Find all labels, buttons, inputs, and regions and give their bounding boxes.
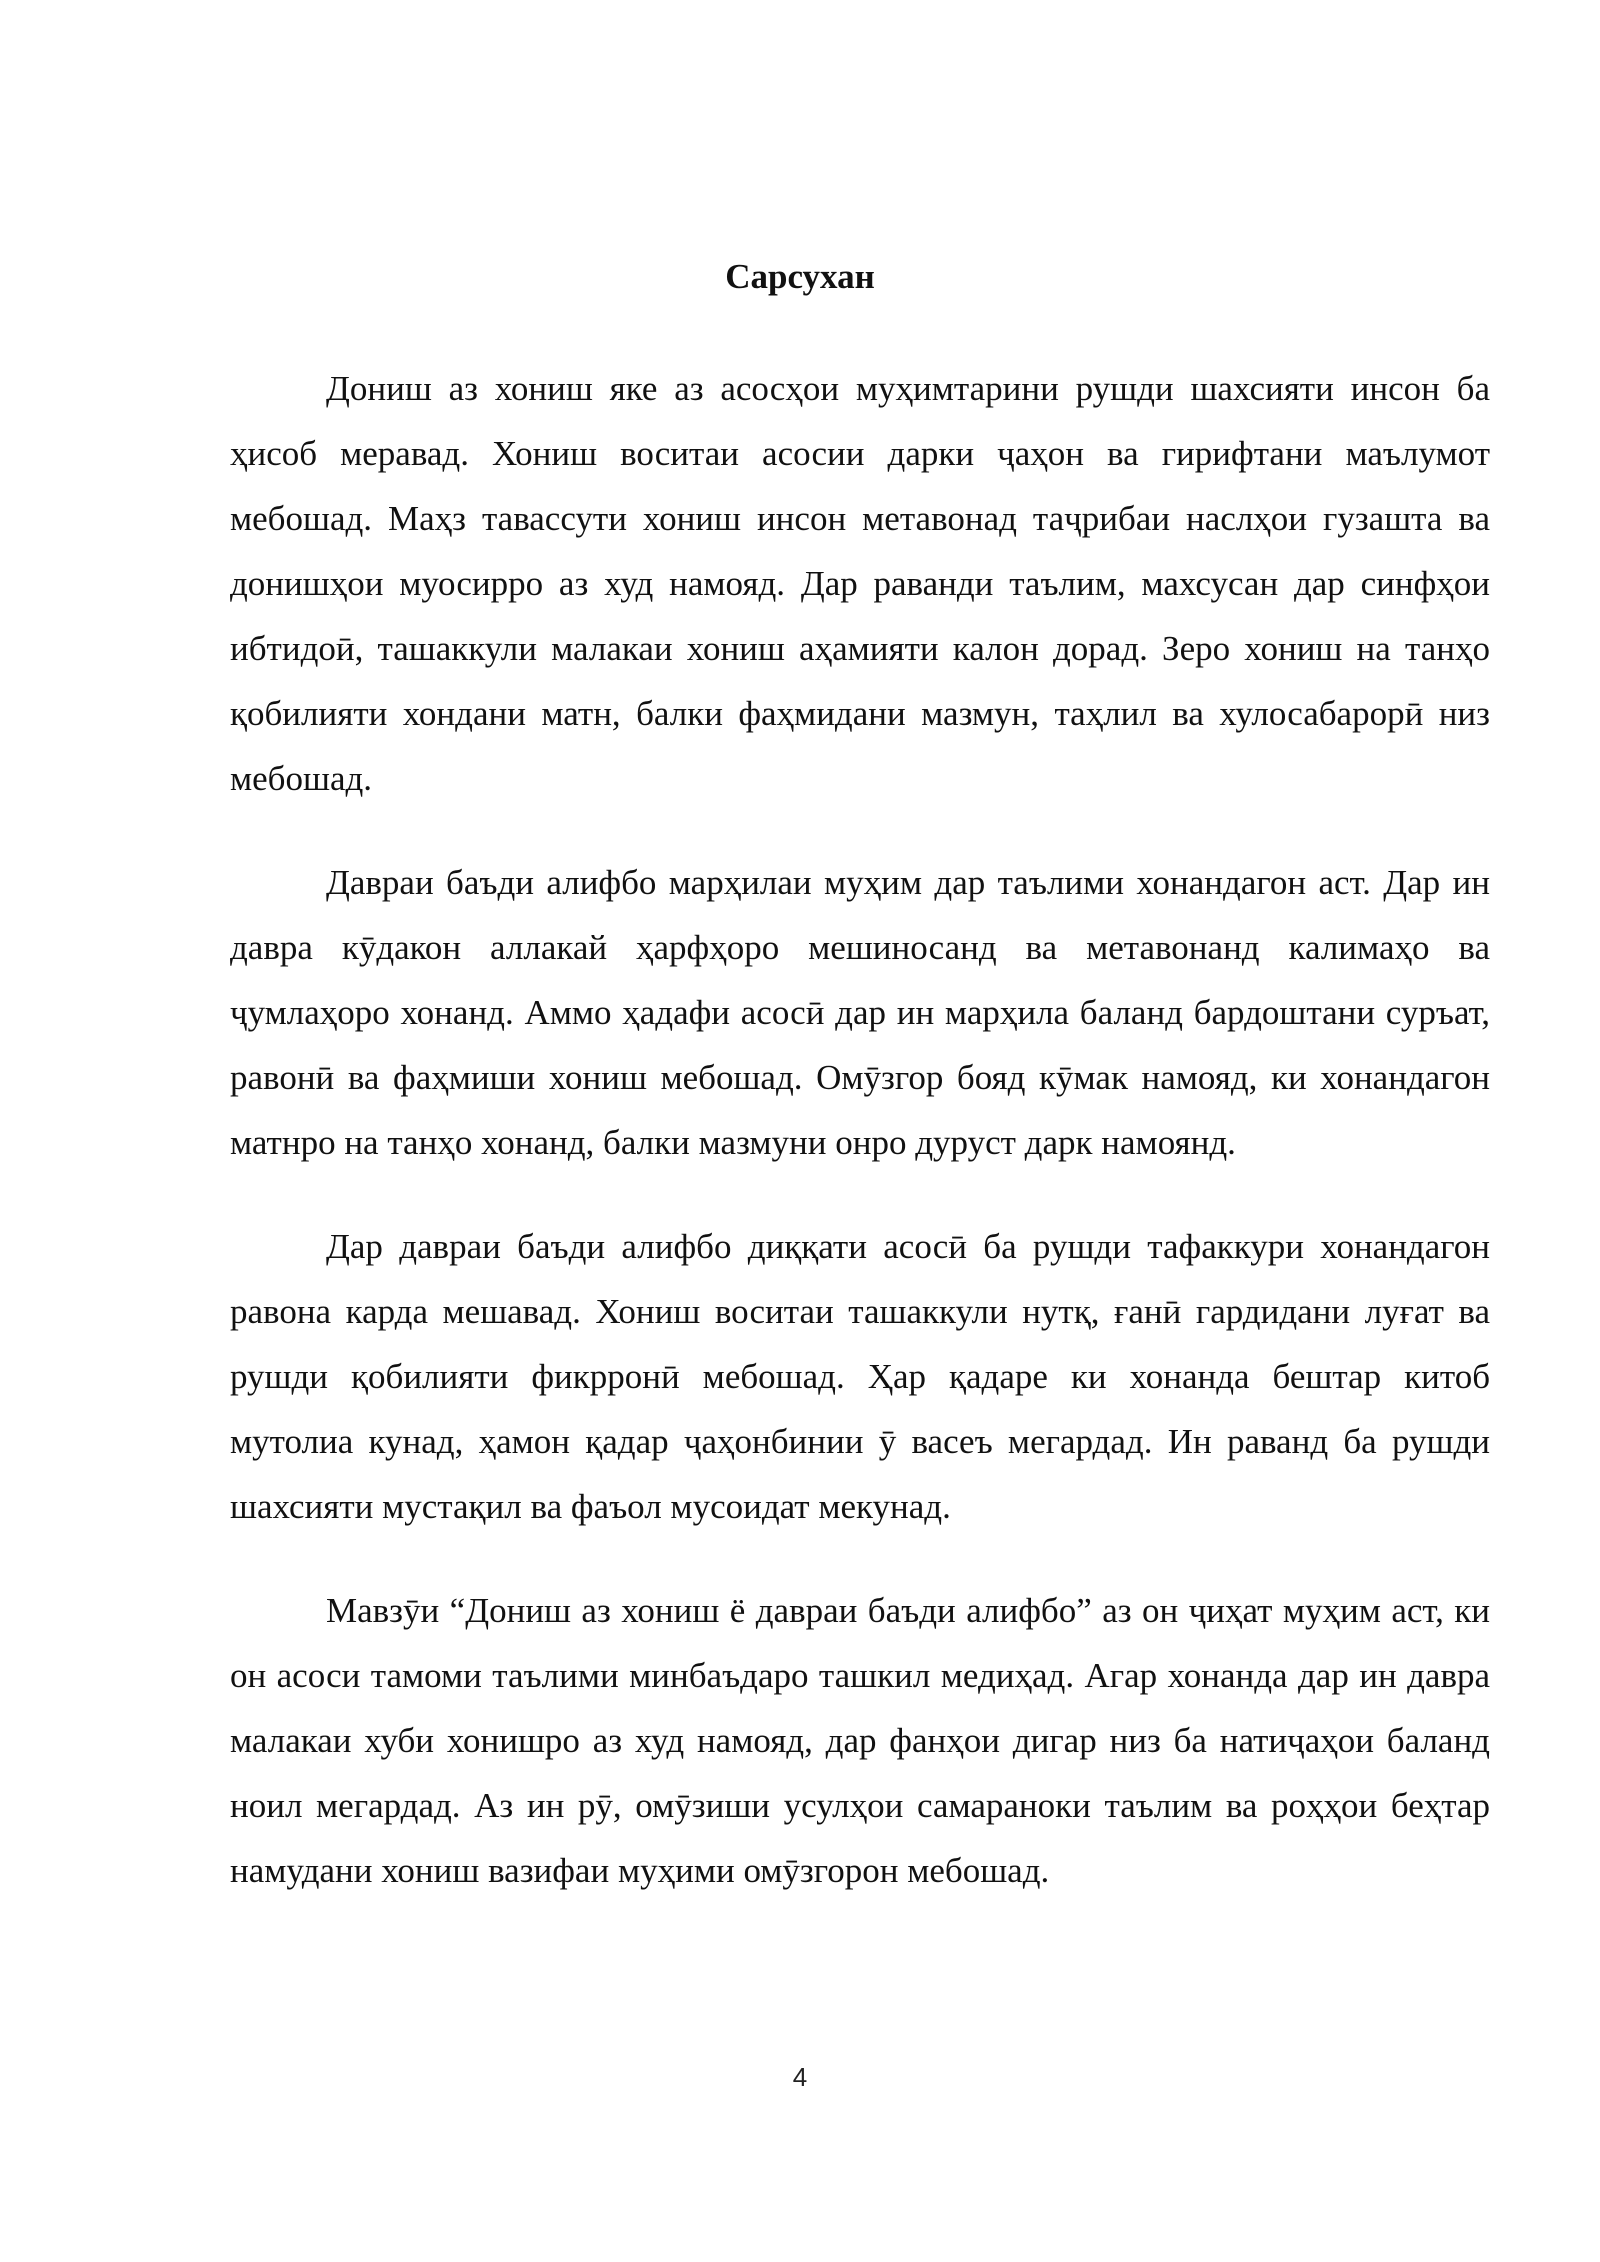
body-text	[230, 356, 1490, 1942]
paragraph-2: Давраи баъди алифбо марҳилаи муҳим дар таълими хонандагон аст. Дар ин давра кӯдакон аллакай ҳарфҳоро мешиносанд ва метавонанд калимаҳо ва ҷумлаҳоро хонанд. Аммо ҳадафи асосӣ дар ин марҳила баланд бардоштани суръат, равонӣ ва фаҳмиши хониш мебошад. Омӯзгор бояд кӯмак намояд, ки хонандагон матнро на танҳо хонанд, балки мазмуни онро дуруст дарк намоянд.	[230, 863, 1490, 1162]
paragraph-3: Дар давраи баъди алифбо диққати асосӣ ба рушди тафаккури хонандагон равона карда мешавад. Хониш воситаи ташаккули нутқ, ғанӣ гардидани луғат ва рушди қобилияти фикрронӣ мебошад. Ҳар қадаре ки хонанда бештар китоб мутолиа кунад, ҳамон қадар ҷаҳонбинии ӯ васеъ мегардад. Ин раванд ба рушди шахсияти мустақил ва фаъол мусоидат мекунад.	[230, 1227, 1490, 1526]
page-title: Сарсухан	[725, 257, 875, 296]
paragraph-1: Дониш аз хониш яке аз асосҳои муҳимтарини рушди шахсияти инсон ба ҳисоб меравад. Хониш воситаи асосии дарки ҷаҳон ва гирифтани маълумот мебошад. Маҳз тавассути хониш инсон метавонад таҷрибаи наслҳои гузашта ва донишҳои муосирро аз худ намояд. Дар раванди таълим, махсусан дар синфҳои ибтидоӣ, ташаккули малакаи хониш аҳамияти калон дорад. Зеро хониш на танҳо қобилияти хондани матн, балки фаҳмидани мазмун, таҳлил ва хулосабарорӣ низ мебошад.	[230, 369, 1490, 798]
paragraph-4: Мавзӯи “Дониш аз хониш ё давраи баъди алифбо” аз он ҷиҳат муҳим аст, ки он асоси тамоми таълими минбаъдаро ташкил медиҳад. Агар хонанда дар ин давра малакаи хуби хонишро аз худ намояд, дар фанҳои дигар низ ба натиҷаҳои баланд ноил мегардад. Аз ин рӯ, омӯзиши усулҳои самараноки таълим ва роҳҳои беҳтар намудани хониш вазифаи муҳими омӯзгорон мебошад.	[230, 1591, 1490, 1890]
page-number: 4	[792, 2062, 808, 2092]
